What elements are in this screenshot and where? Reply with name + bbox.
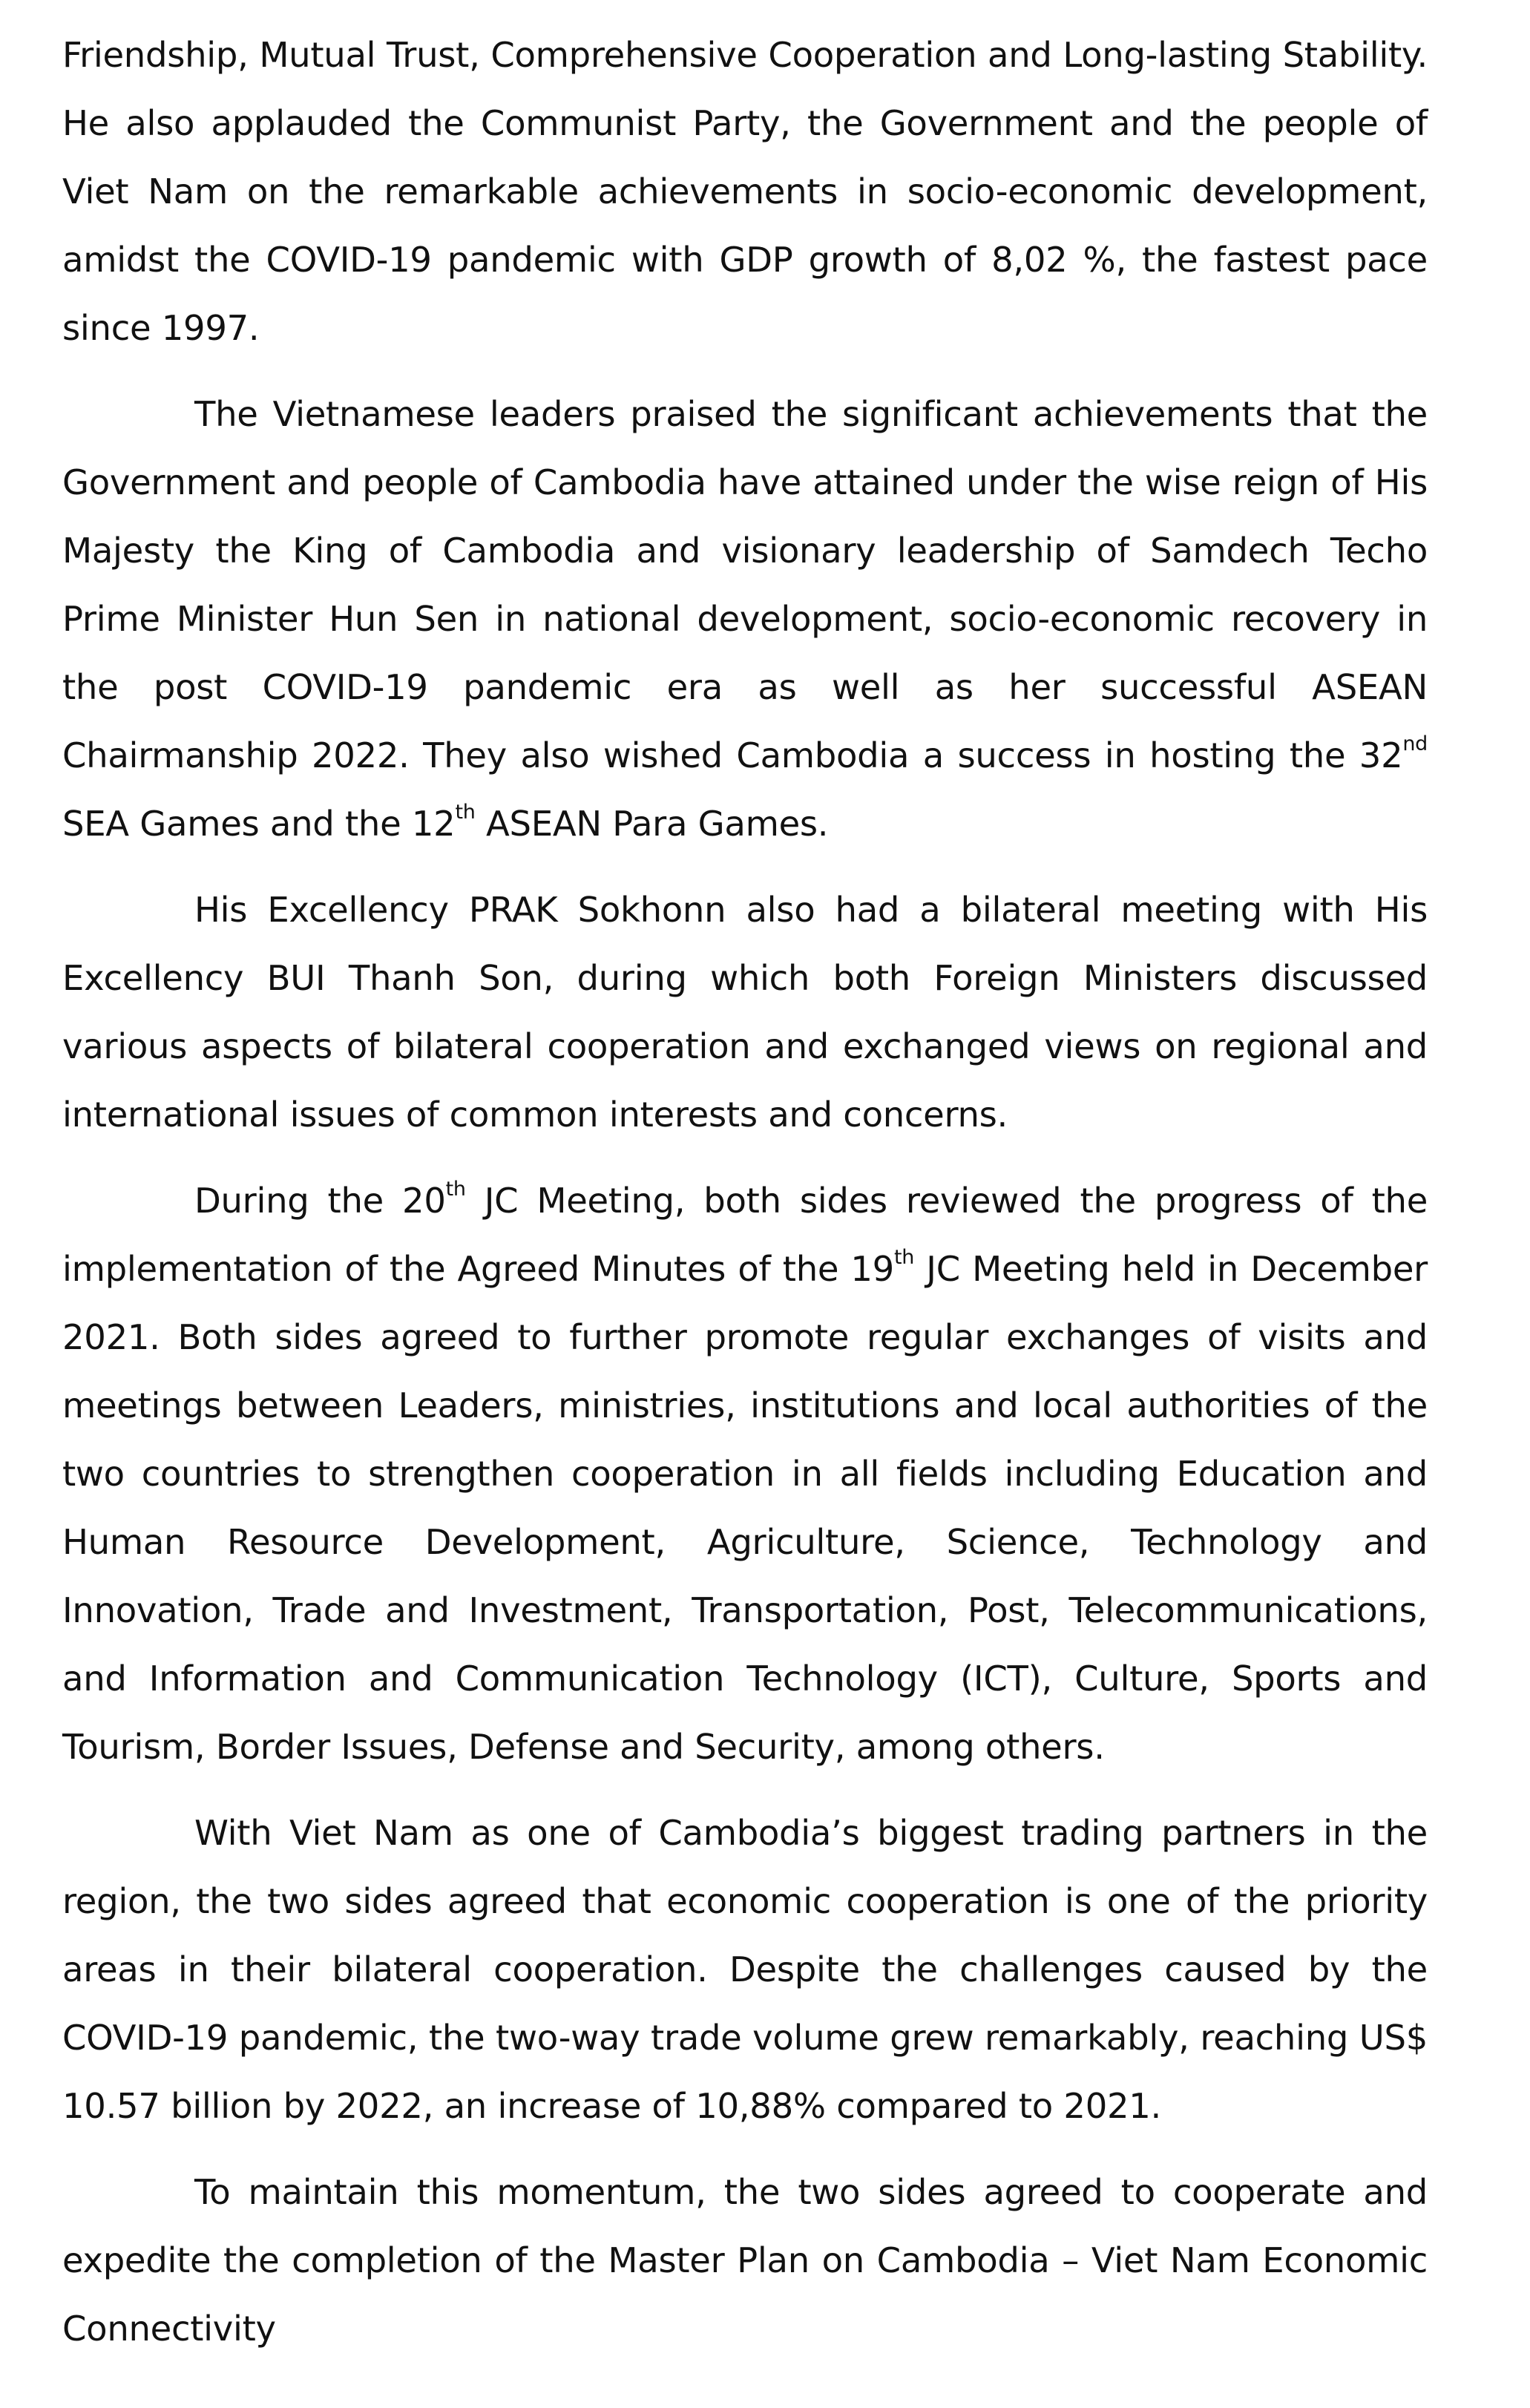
paragraph-6 <box>62 2158 1428 2363</box>
paragraph-4 <box>62 1167 1428 1781</box>
document-page <box>62 21 1428 2363</box>
superscript-th: th <box>893 1246 915 1270</box>
paragraph-2-text-a: The Vietnamese leaders praised the significant achievements that the Government and people of Cambodia have attained under the wise reign of His Majesty the King of Cambodia and visionary leadership of Samdech Techo Prime Minister Hun Sen in national development, socio-economic recovery in the post COVID-19 pandemic era as well as her successful ASEAN Chairmanship 2022. They also wished Cambodia a success in hosting the 32 <box>62 394 1428 775</box>
superscript-nd: nd <box>1402 732 1428 756</box>
paragraph-2-text-c: ASEAN Para Games. <box>475 804 829 844</box>
paragraph-4-text-a: During the 20 <box>194 1181 446 1221</box>
paragraph-5 <box>62 1799 1428 2140</box>
superscript-th: th <box>455 801 476 824</box>
paragraph-4-text-c: JC Meeting held in December 2021. Both sides agreed to further promote regular exchanges of visits and meetings between Leaders, ministries, institutions and local authorities of the two countries to strengthen cooperation in all fields including Education and Human Resource Development, Agriculture, Science, Technology and Innovation, Trade and Investment, Transportation, Post, Telecommunications, and Information and Communication Technology (ICT), Culture, Sports and Tourism, Border Issues, Defense and Security, among others. <box>62 1249 1428 1767</box>
paragraph-4-text-b: JC Meeting, both sides reviewed the progress of the implementation of the Agreed Minutes of the 19 <box>62 1181 1428 1289</box>
paragraph-1 <box>62 21 1428 362</box>
paragraph-1-text: Friendship, Mutual Trust, Comprehensive Cooperation and Long-lasting Stability. He also applauded the Communist Party, the Government and the people of Viet Nam on the remarkable achievements in socio-economic development, amidst the COVID-19 pandemic with GDP growth of 8,02 %, the fastest pace since 1997. <box>62 35 1428 348</box>
paragraph-6-text: To maintain this momentum, the two sides agreed to cooperate and expedite the completion of the Master Plan on Cambodia – Viet Nam Economic Connectivity <box>62 2172 1428 2349</box>
paragraph-2-text-b: SEA Games and the 12 <box>62 804 456 844</box>
paragraph-2 <box>62 380 1428 858</box>
superscript-th: th <box>445 1178 466 1201</box>
paragraph-3 <box>62 876 1428 1149</box>
paragraph-3-text: His Excellency PRAK Sokhonn also had a bilateral meeting with His Excellency BUI Thanh Son, during which both Foreign Ministers discussed various aspects of bilateral cooperation and exchanged views on regional and international issues of common interests and concerns. <box>62 890 1428 1135</box>
paragraph-5-text: With Viet Nam as one of Cambodia’s biggest trading partners in the region, the two sides agreed that economic cooperation is one of the priority areas in their bilateral cooperation. Despite the challenges caused by the COVID-19 pandemic, the two-way trade volume grew remarkably, reaching US$ 10.57 billion by 2022, an increase of 10,88% compared to 2021. <box>62 1813 1428 2126</box>
